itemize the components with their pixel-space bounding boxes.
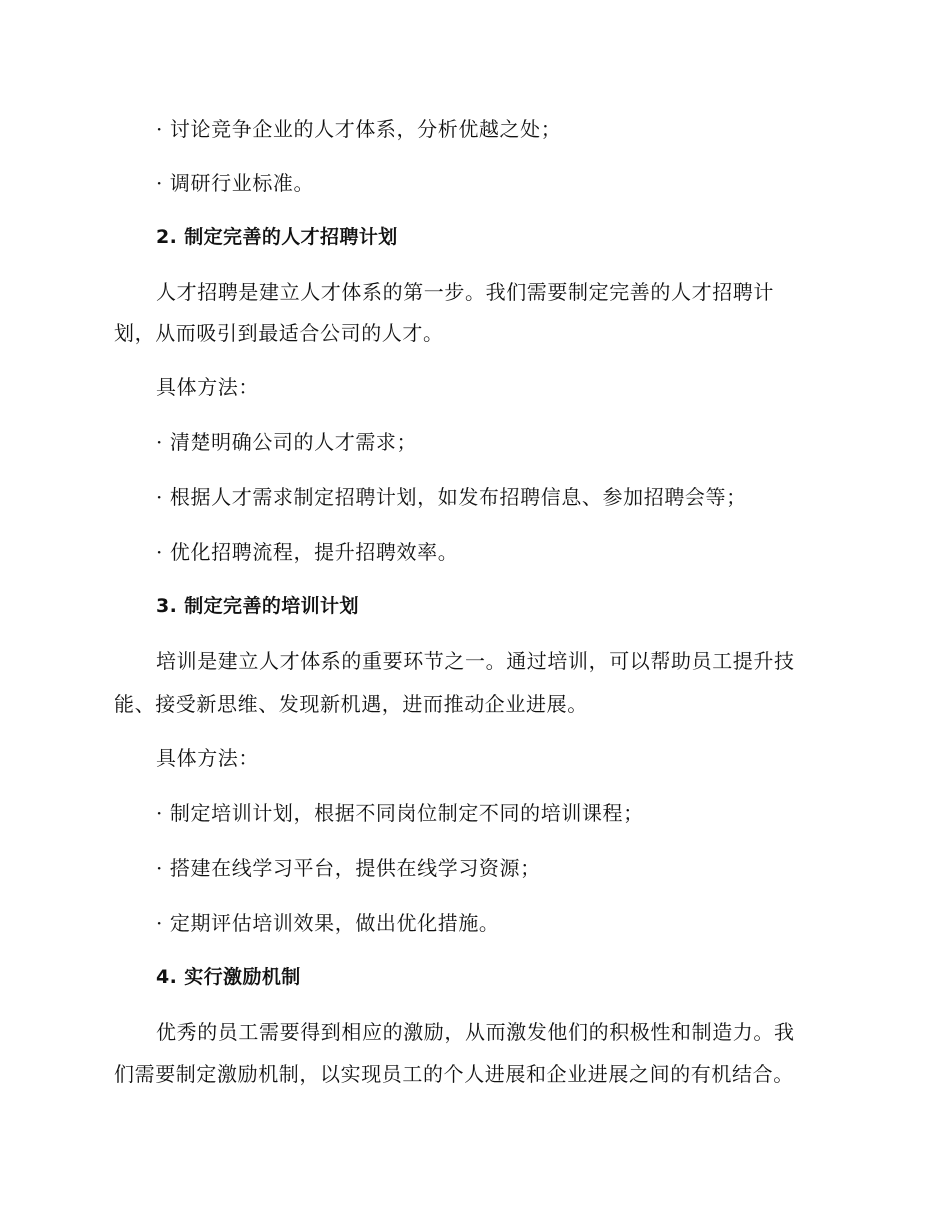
paragraph-line: 们需要制定激励机制，以实现员工的个人进展和企业进展之间的有机结合。 xyxy=(114,1062,794,1086)
bullet-item: · 优化招聘流程，提升招聘效率。 xyxy=(156,540,459,564)
bullet-item: · 清楚明确公司的人才需求； xyxy=(156,430,418,454)
bullet-item: · 根据人才需求制定招聘计划，如发布招聘信息、参加招聘会等； xyxy=(156,485,747,509)
paragraph-line: 划，从而吸引到最适合公司的人才。 xyxy=(114,321,444,345)
bullet-item: · 搭建在线学习平台，提供在线学习资源； xyxy=(156,856,541,880)
methods-label: 具体方法： xyxy=(156,746,259,770)
paragraph-line: 培训是建立人才体系的重要环节之一。通过培训，可以帮助员工提升技 xyxy=(156,649,795,673)
section-heading: 4. 实行激励机制 xyxy=(156,966,301,988)
bullet-item: · 定期评估培训效果，做出优化措施。 xyxy=(156,911,500,935)
bullet-item: · 讨论竞争企业的人才体系，分析优越之处； xyxy=(156,117,562,141)
bullet-item: · 调研行业标准。 xyxy=(156,171,315,195)
section-heading: 3. 制定完善的培训计划 xyxy=(156,595,359,617)
bullet-item: · 制定培训计划，根据不同岗位制定不同的培训课程； xyxy=(156,801,644,825)
paragraph-line: 人才招聘是建立人才体系的第一步。我们需要制定完善的人才招聘计 xyxy=(156,280,774,304)
paragraph-line: 能、接受新思维、发现新机遇，进而推动企业进展。 xyxy=(114,692,588,716)
section-heading: 2. 制定完善的人才招聘计划 xyxy=(156,226,398,248)
methods-label: 具体方法： xyxy=(156,375,259,399)
paragraph-line: 优秀的员工需要得到相应的激励，从而激发他们的积极性和制造力。我 xyxy=(156,1020,795,1044)
